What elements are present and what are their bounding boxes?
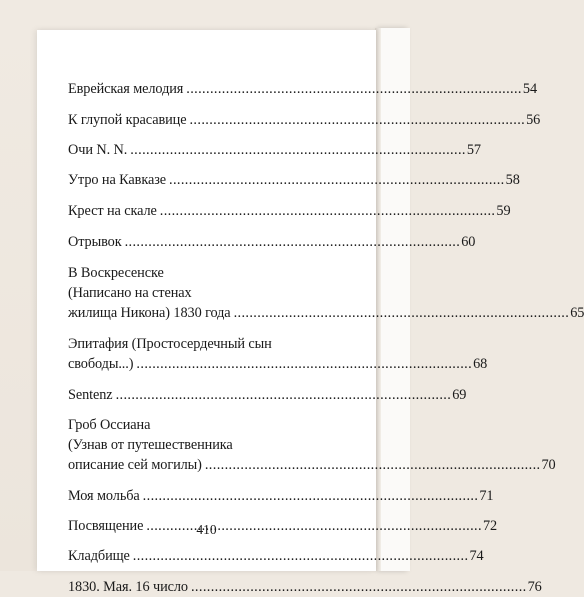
toc-entry <box>68 415 556 475</box>
toc-entry-line: Эпитафия (Простосердечный сын <box>68 336 272 352</box>
toc-entry-title: жилища Никона) 1830 года <box>68 305 231 321</box>
dot-leader <box>133 546 467 566</box>
toc-entry-page: 72 <box>482 518 498 534</box>
toc-entry-line: Гроб Оссиана <box>68 417 151 433</box>
dot-leader <box>116 385 450 405</box>
toc-entry-title: Sentenz <box>68 387 113 403</box>
toc-entry-line: (Написано на стенах <box>68 285 192 301</box>
toc-entry-page: 68 <box>473 356 488 372</box>
toc-entry-page: 74 <box>469 548 484 564</box>
dot-leader <box>160 201 494 221</box>
toc-entry-page: 69 <box>452 387 467 403</box>
toc-entry-title: Посвящение <box>68 518 144 534</box>
dot-leader <box>125 232 459 252</box>
toc-entry-title: 1830. Мая. 16 число <box>68 579 188 595</box>
dot-leader <box>205 455 539 475</box>
toc-entry-page: 60 <box>461 234 476 250</box>
toc-entry-page: 59 <box>496 203 511 219</box>
toc-entry-title: Кладбище <box>68 548 130 564</box>
toc-entry <box>68 110 541 130</box>
toc-entry-line: В Воскресенске <box>68 265 164 281</box>
toc-entry <box>68 263 584 323</box>
toc-entry-page: 70 <box>541 457 556 473</box>
toc-entry-page: 71 <box>479 488 494 504</box>
page-number: 410 <box>196 522 217 537</box>
toc-entry-page: 54 <box>522 81 538 97</box>
dot-leader <box>234 303 568 323</box>
toc-entry <box>68 232 476 252</box>
dot-leader <box>130 140 464 160</box>
toc-entry-page: 58 <box>505 172 520 188</box>
toc-entry-title: Отрывок <box>68 234 122 250</box>
toc-entry-page: 56 <box>526 112 541 128</box>
toc-entry <box>68 546 484 566</box>
toc-entry-title: описание сей могилы) <box>68 457 202 473</box>
dot-leader <box>136 354 470 374</box>
dot-leader <box>143 486 477 506</box>
toc-entry <box>68 577 542 597</box>
toc-entry <box>68 140 481 160</box>
toc-entry <box>68 170 520 190</box>
toc-entry <box>68 385 467 405</box>
toc-entry-title: Крест на скале <box>68 203 157 219</box>
toc-entry <box>68 79 538 99</box>
dot-leader <box>191 577 525 597</box>
toc-entry-page: 57 <box>466 142 481 158</box>
toc-entry <box>68 201 511 221</box>
toc-entry-page: 65 <box>570 305 584 321</box>
dot-leader <box>189 110 523 130</box>
toc-entry-title: Очи N. N. <box>68 142 128 158</box>
toc-entry-title: Еврейская мелодия <box>68 81 184 97</box>
toc-entry-page: 76 <box>527 579 542 595</box>
table-of-contents <box>68 79 584 597</box>
dot-leader <box>169 170 503 190</box>
toc-entry-title: свободы...) <box>68 356 134 372</box>
book-page <box>37 30 584 595</box>
toc-entry-title: Утро на Кавказе <box>68 172 166 188</box>
toc-entry-line: (Узнав от путешественника <box>68 437 233 453</box>
toc-entry-title: Моя мольба <box>68 488 140 504</box>
toc-entry <box>68 334 488 374</box>
toc-entry <box>68 486 494 506</box>
dot-leader <box>186 79 520 99</box>
toc-entry-title: К глупой красавице <box>68 112 187 128</box>
